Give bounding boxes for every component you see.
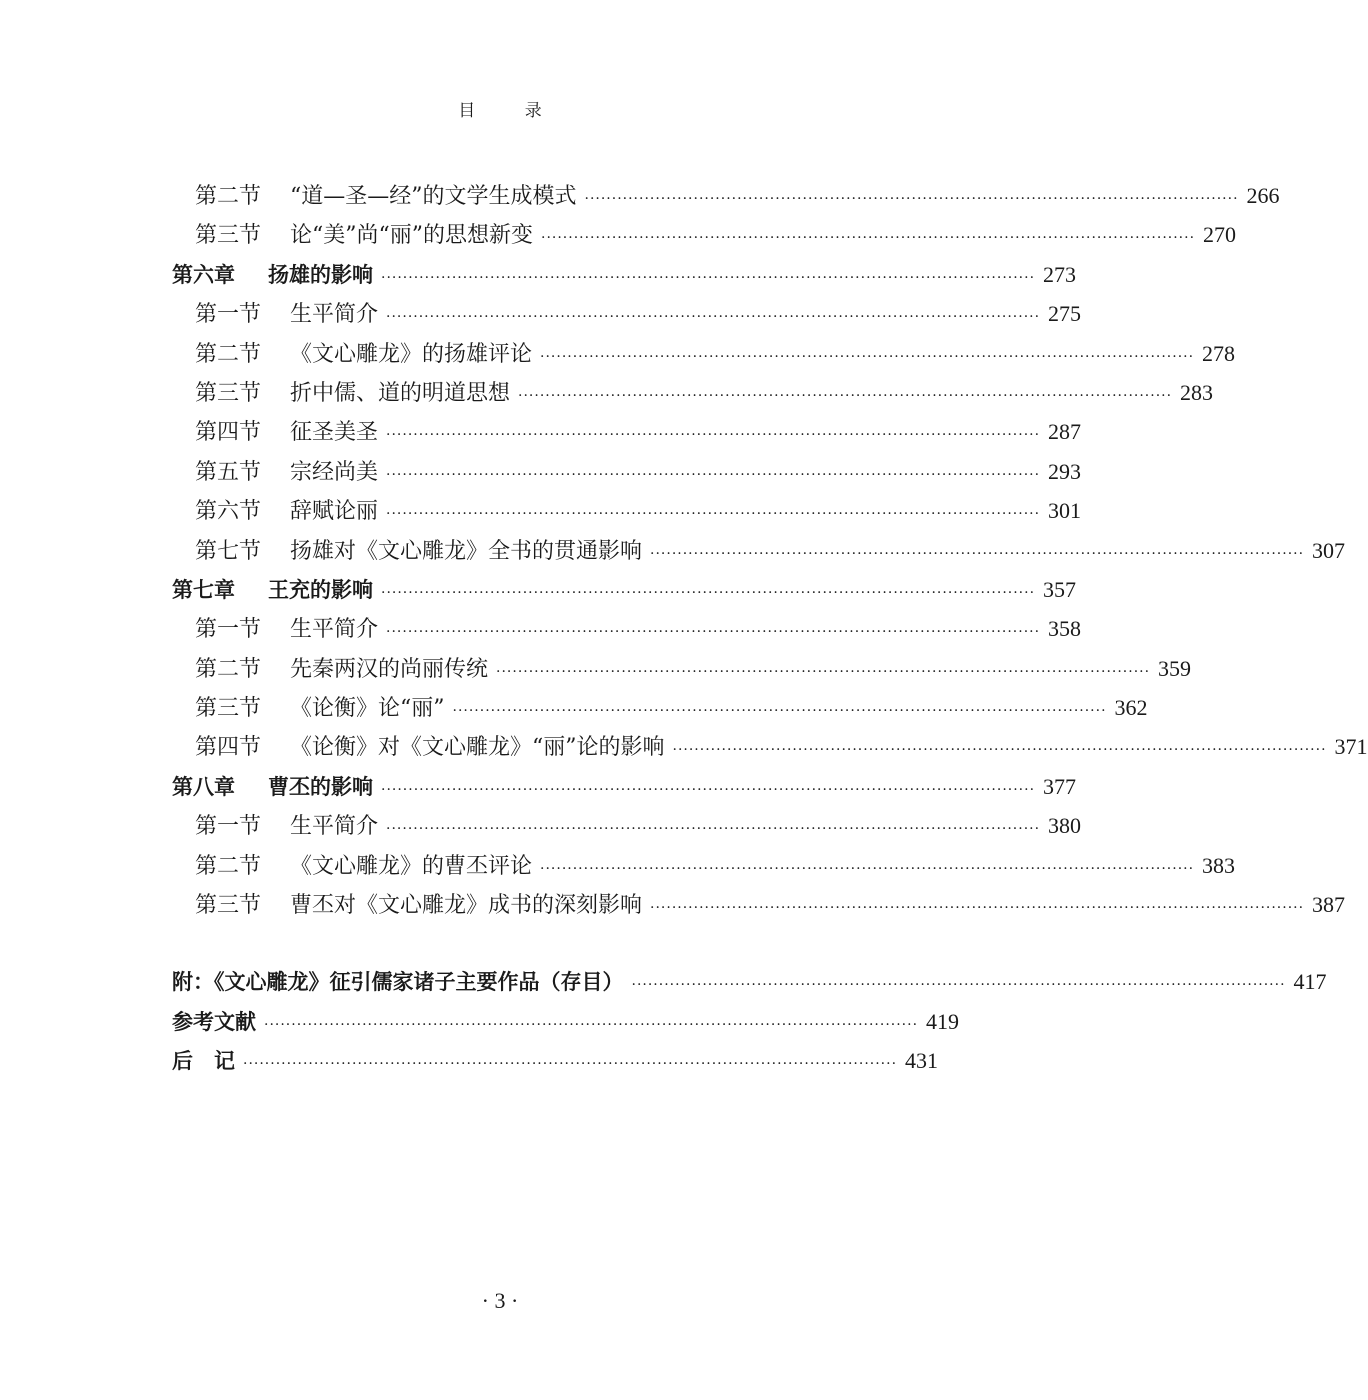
toc-entry-label — [172, 532, 642, 571]
toc-section-entry[interactable] — [172, 846, 1236, 885]
toc-entry-page: 301 — [1048, 498, 1082, 524]
toc-group-backmatter — [172, 962, 1327, 1080]
toc-entry-label — [172, 492, 378, 531]
dot-leader: ························································································································ — [381, 584, 1036, 601]
toc-entry-number: 第七节 — [195, 538, 262, 564]
toc-spacer — [172, 924, 848, 962]
toc-entry-title: 《论衡》对《文心雕龙》“丽”论的影响 — [290, 735, 665, 761]
dot-leader: ························································································································ — [386, 821, 1041, 838]
toc-entry-label — [172, 886, 642, 925]
toc-section-entry[interactable] — [172, 176, 1280, 215]
toc-chapter-entry[interactable] — [172, 767, 1077, 806]
dot-leader: ························································································································ — [386, 427, 1041, 444]
toc-entry-page: 362 — [1114, 695, 1148, 721]
dot-leader: ························································································································ — [672, 742, 1327, 759]
dot-leader: ························································································································ — [650, 545, 1305, 562]
toc-entry-number: 第四节 — [195, 735, 262, 761]
toc-entry-page: 371 — [1334, 734, 1368, 760]
toc-entry-number: 第二节 — [195, 341, 262, 367]
dot-leader: ························································································································ — [518, 387, 1173, 404]
toc-entry-label — [172, 335, 532, 374]
toc-entry-page: 273 — [1043, 261, 1077, 287]
dot-leader: ························································································································ — [650, 900, 1305, 917]
toc-section-entry[interactable] — [172, 452, 1082, 491]
toc-entry-number: 第三节 — [195, 696, 262, 722]
toc-entry-title: 参考文献 — [172, 1009, 256, 1034]
toc-entry-label — [172, 610, 378, 649]
toc-entry-label — [172, 216, 533, 255]
dot-leader: ························································································································ — [541, 230, 1196, 247]
toc-backmatter-entry[interactable] — [172, 1041, 939, 1080]
toc-entry-number: 第二节 — [195, 853, 262, 879]
dot-leader: ························································································································ — [243, 1056, 898, 1073]
toc-entry-title: 《文心雕龙》的曹丕评论 — [290, 853, 533, 879]
toc-entry-label — [172, 650, 488, 689]
toc-entry-number: 第六节 — [195, 499, 262, 525]
toc-entry-page: 307 — [1312, 537, 1346, 563]
toc-entry-page: 283 — [1180, 379, 1214, 405]
toc-entry-title: 生平简介 — [290, 814, 379, 840]
toc-section-entry[interactable] — [172, 373, 1214, 412]
toc-entry-page: 357 — [1043, 576, 1077, 602]
toc-entry-label — [172, 807, 378, 846]
toc-entry-page: 387 — [1312, 892, 1346, 918]
toc-entry-title: 生平简介 — [290, 302, 379, 328]
toc-entry-label — [172, 256, 373, 295]
toc-entry-title: 附：《文心雕龙》征引儒家诸子主要作品（存目） — [172, 970, 624, 995]
toc-section-entry[interactable] — [172, 688, 1148, 727]
toc-section-entry[interactable] — [172, 609, 1082, 648]
toc-section-entry[interactable] — [172, 885, 1346, 924]
toc-section-entry[interactable] — [172, 215, 1237, 254]
toc-entry-label — [172, 1042, 235, 1081]
toc-entry-page: 377 — [1043, 773, 1077, 799]
dot-leader: ························································································································ — [386, 466, 1041, 483]
toc-entry-number: 第一节 — [195, 814, 262, 840]
toc-entry-number: 第三节 — [195, 380, 262, 406]
toc-entry-label — [172, 963, 624, 1002]
toc-entry-label — [172, 689, 445, 728]
toc-section-entry[interactable] — [172, 727, 1368, 766]
dot-leader: ························································································································ — [631, 977, 1286, 994]
dot-leader: ························································································································ — [540, 348, 1195, 365]
toc-section-entry[interactable] — [172, 412, 1082, 451]
toc-entry-label — [172, 453, 378, 492]
table-of-contents — [172, 176, 1368, 1081]
dot-leader: ························································································································ — [386, 506, 1041, 523]
dot-leader: ························································································································ — [584, 191, 1239, 207]
toc-entry-number: 第三节 — [195, 893, 262, 919]
toc-entry-page: 359 — [1158, 655, 1192, 681]
toc-entry-title: 先秦两汉的尚丽传统 — [290, 656, 489, 682]
toc-backmatter-entry[interactable] — [172, 962, 1327, 1001]
toc-entry-label — [172, 295, 378, 334]
dot-leader: ························································································································ — [452, 703, 1107, 720]
toc-entry-title: 扬雄对《文心雕龙》全书的贯通影响 — [290, 538, 643, 564]
toc-entry-title: 生平简介 — [290, 617, 379, 643]
running-header: 目 录 — [458, 101, 564, 121]
toc-entry-number: 第六章 — [172, 262, 235, 287]
toc-entry-title: 扬雄的影响 — [268, 262, 373, 287]
toc-entry-page: 293 — [1048, 458, 1082, 484]
toc-entry-number: 第一节 — [195, 302, 262, 328]
toc-entry-number: 第二节 — [195, 184, 262, 209]
toc-entry-number: 第四节 — [195, 420, 262, 446]
toc-section-entry[interactable] — [172, 649, 1192, 688]
toc-chapter-entry[interactable] — [172, 255, 1077, 294]
toc-section-entry[interactable] — [172, 294, 1082, 333]
dot-leader: ························································································································ — [386, 624, 1041, 641]
toc-entry-title: 论“美”尚“丽”的思想新变 — [290, 223, 533, 249]
toc-entry-number: 第一节 — [195, 617, 262, 643]
toc-entry-label — [172, 728, 665, 767]
toc-entry-number: 第二节 — [195, 656, 262, 682]
toc-entry-page: 278 — [1202, 340, 1236, 366]
toc-entry-title: 辞赋论丽 — [290, 499, 379, 525]
toc-entry-page: 287 — [1048, 419, 1082, 445]
toc-entry-page: 275 — [1048, 301, 1082, 327]
toc-entry-page: 383 — [1202, 852, 1236, 878]
toc-entry-label — [172, 374, 510, 413]
toc-entry-page: 417 — [1293, 969, 1327, 995]
dot-leader: ························································································································ — [496, 663, 1151, 680]
toc-section-entry[interactable] — [172, 491, 1082, 530]
toc-entry-label — [172, 847, 532, 886]
toc-entry-label — [172, 413, 378, 452]
toc-entry-label — [172, 1003, 256, 1042]
toc-entry-title: 征圣美圣 — [290, 420, 379, 446]
toc-entry-label — [172, 571, 373, 610]
toc-entry-label — [172, 768, 373, 807]
toc-entry-title: 《论衡》论“丽” — [290, 696, 445, 722]
toc-entry-page: 380 — [1048, 813, 1082, 839]
toc-entry-number: 第三节 — [195, 223, 262, 249]
toc-backmatter-entry[interactable] — [172, 1002, 960, 1041]
dot-leader: ························································································································ — [264, 1016, 919, 1033]
toc-entry-page: 431 — [905, 1048, 939, 1074]
dot-leader: ························································································································ — [381, 269, 1036, 286]
toc-entry-title: 《文心雕龙》的扬雄评论 — [290, 341, 533, 367]
dot-leader: ························································································································ — [381, 781, 1036, 798]
dot-leader: ························································································································ — [540, 860, 1195, 877]
page-number: · 3 · — [481, 1288, 519, 1313]
toc-entry-page: 270 — [1203, 222, 1237, 248]
toc-entry-label — [172, 177, 577, 216]
toc-entry-title: 后 记 — [172, 1049, 235, 1074]
toc-entry-title: 折中儒、道的明道思想 — [290, 380, 511, 406]
dot-leader: ························································································································ — [386, 309, 1041, 326]
toc-entry-page: 419 — [926, 1008, 960, 1034]
toc-section-entry[interactable] — [172, 531, 1346, 570]
toc-entry-title: 曹丕的影响 — [268, 774, 373, 799]
toc-chapter-entry[interactable] — [172, 570, 1077, 609]
toc-group-main — [172, 176, 1368, 924]
toc-section-entry[interactable] — [172, 806, 1082, 845]
toc-entry-title: 宗经尚美 — [290, 459, 379, 485]
toc-entry-title: 王充的影响 — [268, 577, 373, 602]
toc-entry-title: “道—圣—经”的文学生成模式 — [290, 184, 577, 209]
toc-entry-number: 第八章 — [172, 774, 235, 799]
toc-entry-title: 曹丕对《文心雕龙》成书的深刻影响 — [290, 893, 643, 919]
toc-section-entry[interactable] — [172, 334, 1236, 373]
toc-entry-number: 第七章 — [172, 577, 235, 602]
toc-entry-page: 266 — [1246, 183, 1280, 208]
toc-entry-page: 358 — [1048, 616, 1082, 642]
toc-entry-number: 第五节 — [195, 459, 262, 485]
